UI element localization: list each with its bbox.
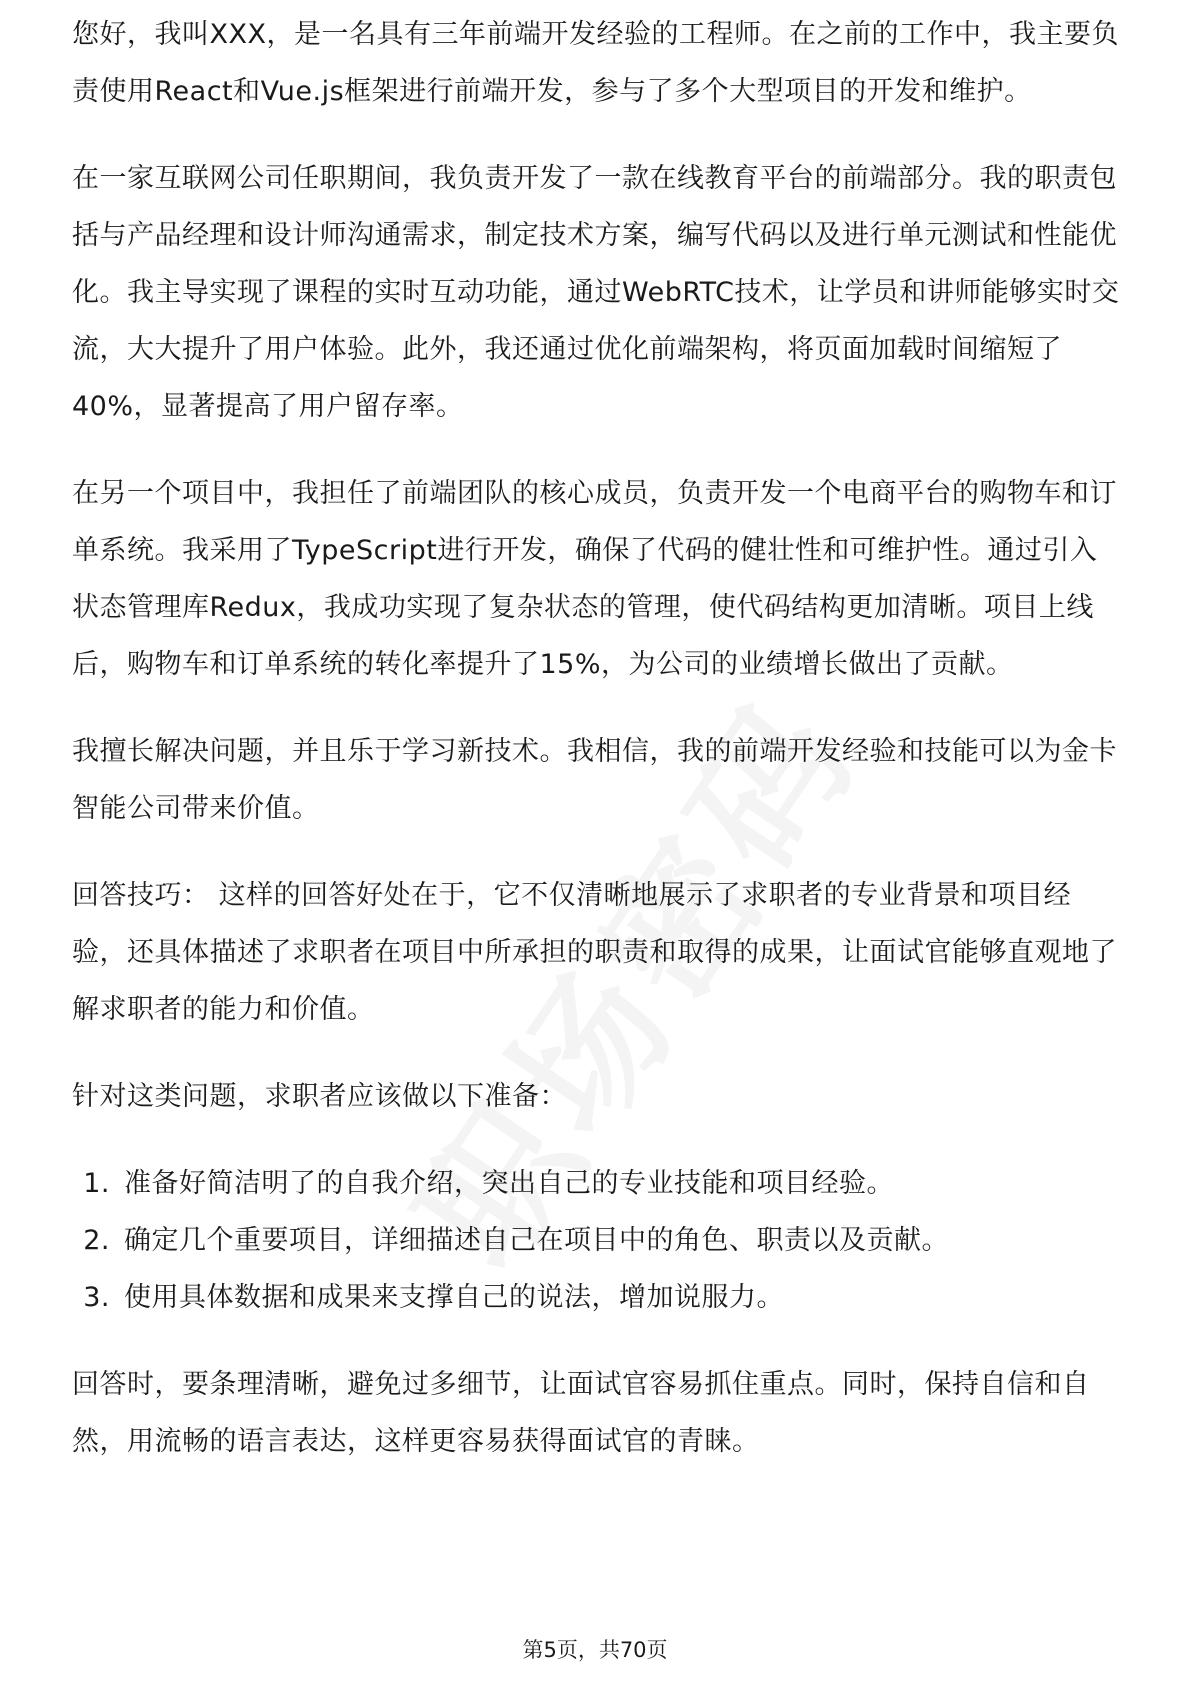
list-item [72, 1212, 1122, 1269]
list-item-text: 准备好简洁明了的自我介绍，突出自己的专业技能和项目经验。 [124, 1168, 894, 1199]
list-item [72, 1155, 1122, 1212]
list-item-number: 1. [83, 1168, 110, 1199]
paragraph-ecommerce-project: 在另一个项目中，我担任了前端团队的核心成员，负责开发一个电商平台的购物车和订单系统。我采用了TypeScript进行开发，确保了代码的健壮性和可维护性。通过引入状态管理库Redux，我成功实现了复杂状态的管理，使代码结构更加清晰。项目上线后，购物车和订单系统的转化率提升了15%，为公司的业绩增长做出了贡献。 [72, 478, 1117, 680]
page-number-footer: 第5页，共70页 [522, 1638, 668, 1662]
paragraph-intro: 您好，我叫XXX，是一名具有三年前端开发经验的工程师。在之前的工作中，我主要负责使用React和Vue.js框架进行前端开发，参与了多个大型项目的开发和维护。 [72, 19, 1119, 107]
paragraph-closing: 回答时，要条理清晰，避免过多细节，让面试官容易抓住重点。同时，保持自信和自然，用流畅的语言表达，这样更容易获得面试官的青睐。 [72, 1369, 1090, 1457]
paragraph-answer-tips: 回答技巧： 这样的回答好处在于，它不仅清晰地展示了求职者的专业背景和项目经验，还具体描述了求职者在项目中所承担的职责和取得的成果，让面试官能够直观地了解求职者的能力和价值。 [72, 880, 1117, 1025]
document-body [72, 19, 1122, 1500]
list-item-text: 确定几个重要项目，详细描述自己在项目中的角色、职责以及贡献。 [124, 1225, 949, 1256]
list-item-text: 使用具体数据和成果来支撑自己的说法，增加说服力。 [124, 1282, 784, 1313]
list-item [72, 1269, 1122, 1326]
paragraph-preparation-intro: 针对这类问题，求职者应该做以下准备： [72, 1081, 567, 1112]
paragraph-education-platform: 在一家互联网公司任职期间，我负责开发了一款在线教育平台的前端部分。我的职责包括与产品经理和设计师沟通需求，制定技术方案，编写代码以及进行单元测试和性能优化。我主导实现了课程的实时互动功能，通过WebRTC技术，让学员和讲师能够实时交流，大大提升了用户体验。此外，我还通过优化前端架构，将页面加载时间缩短了40%，显著提高了用户留存率。 [72, 163, 1120, 422]
list-item-number: 3. [83, 1282, 110, 1313]
preparation-list [72, 1155, 1122, 1326]
list-item-number: 2. [83, 1225, 110, 1256]
paragraph-strengths: 我擅长解决问题，并且乐于学习新技术。我相信，我的前端开发经验和技能可以为金卡智能公司带来价值。 [72, 736, 1117, 824]
